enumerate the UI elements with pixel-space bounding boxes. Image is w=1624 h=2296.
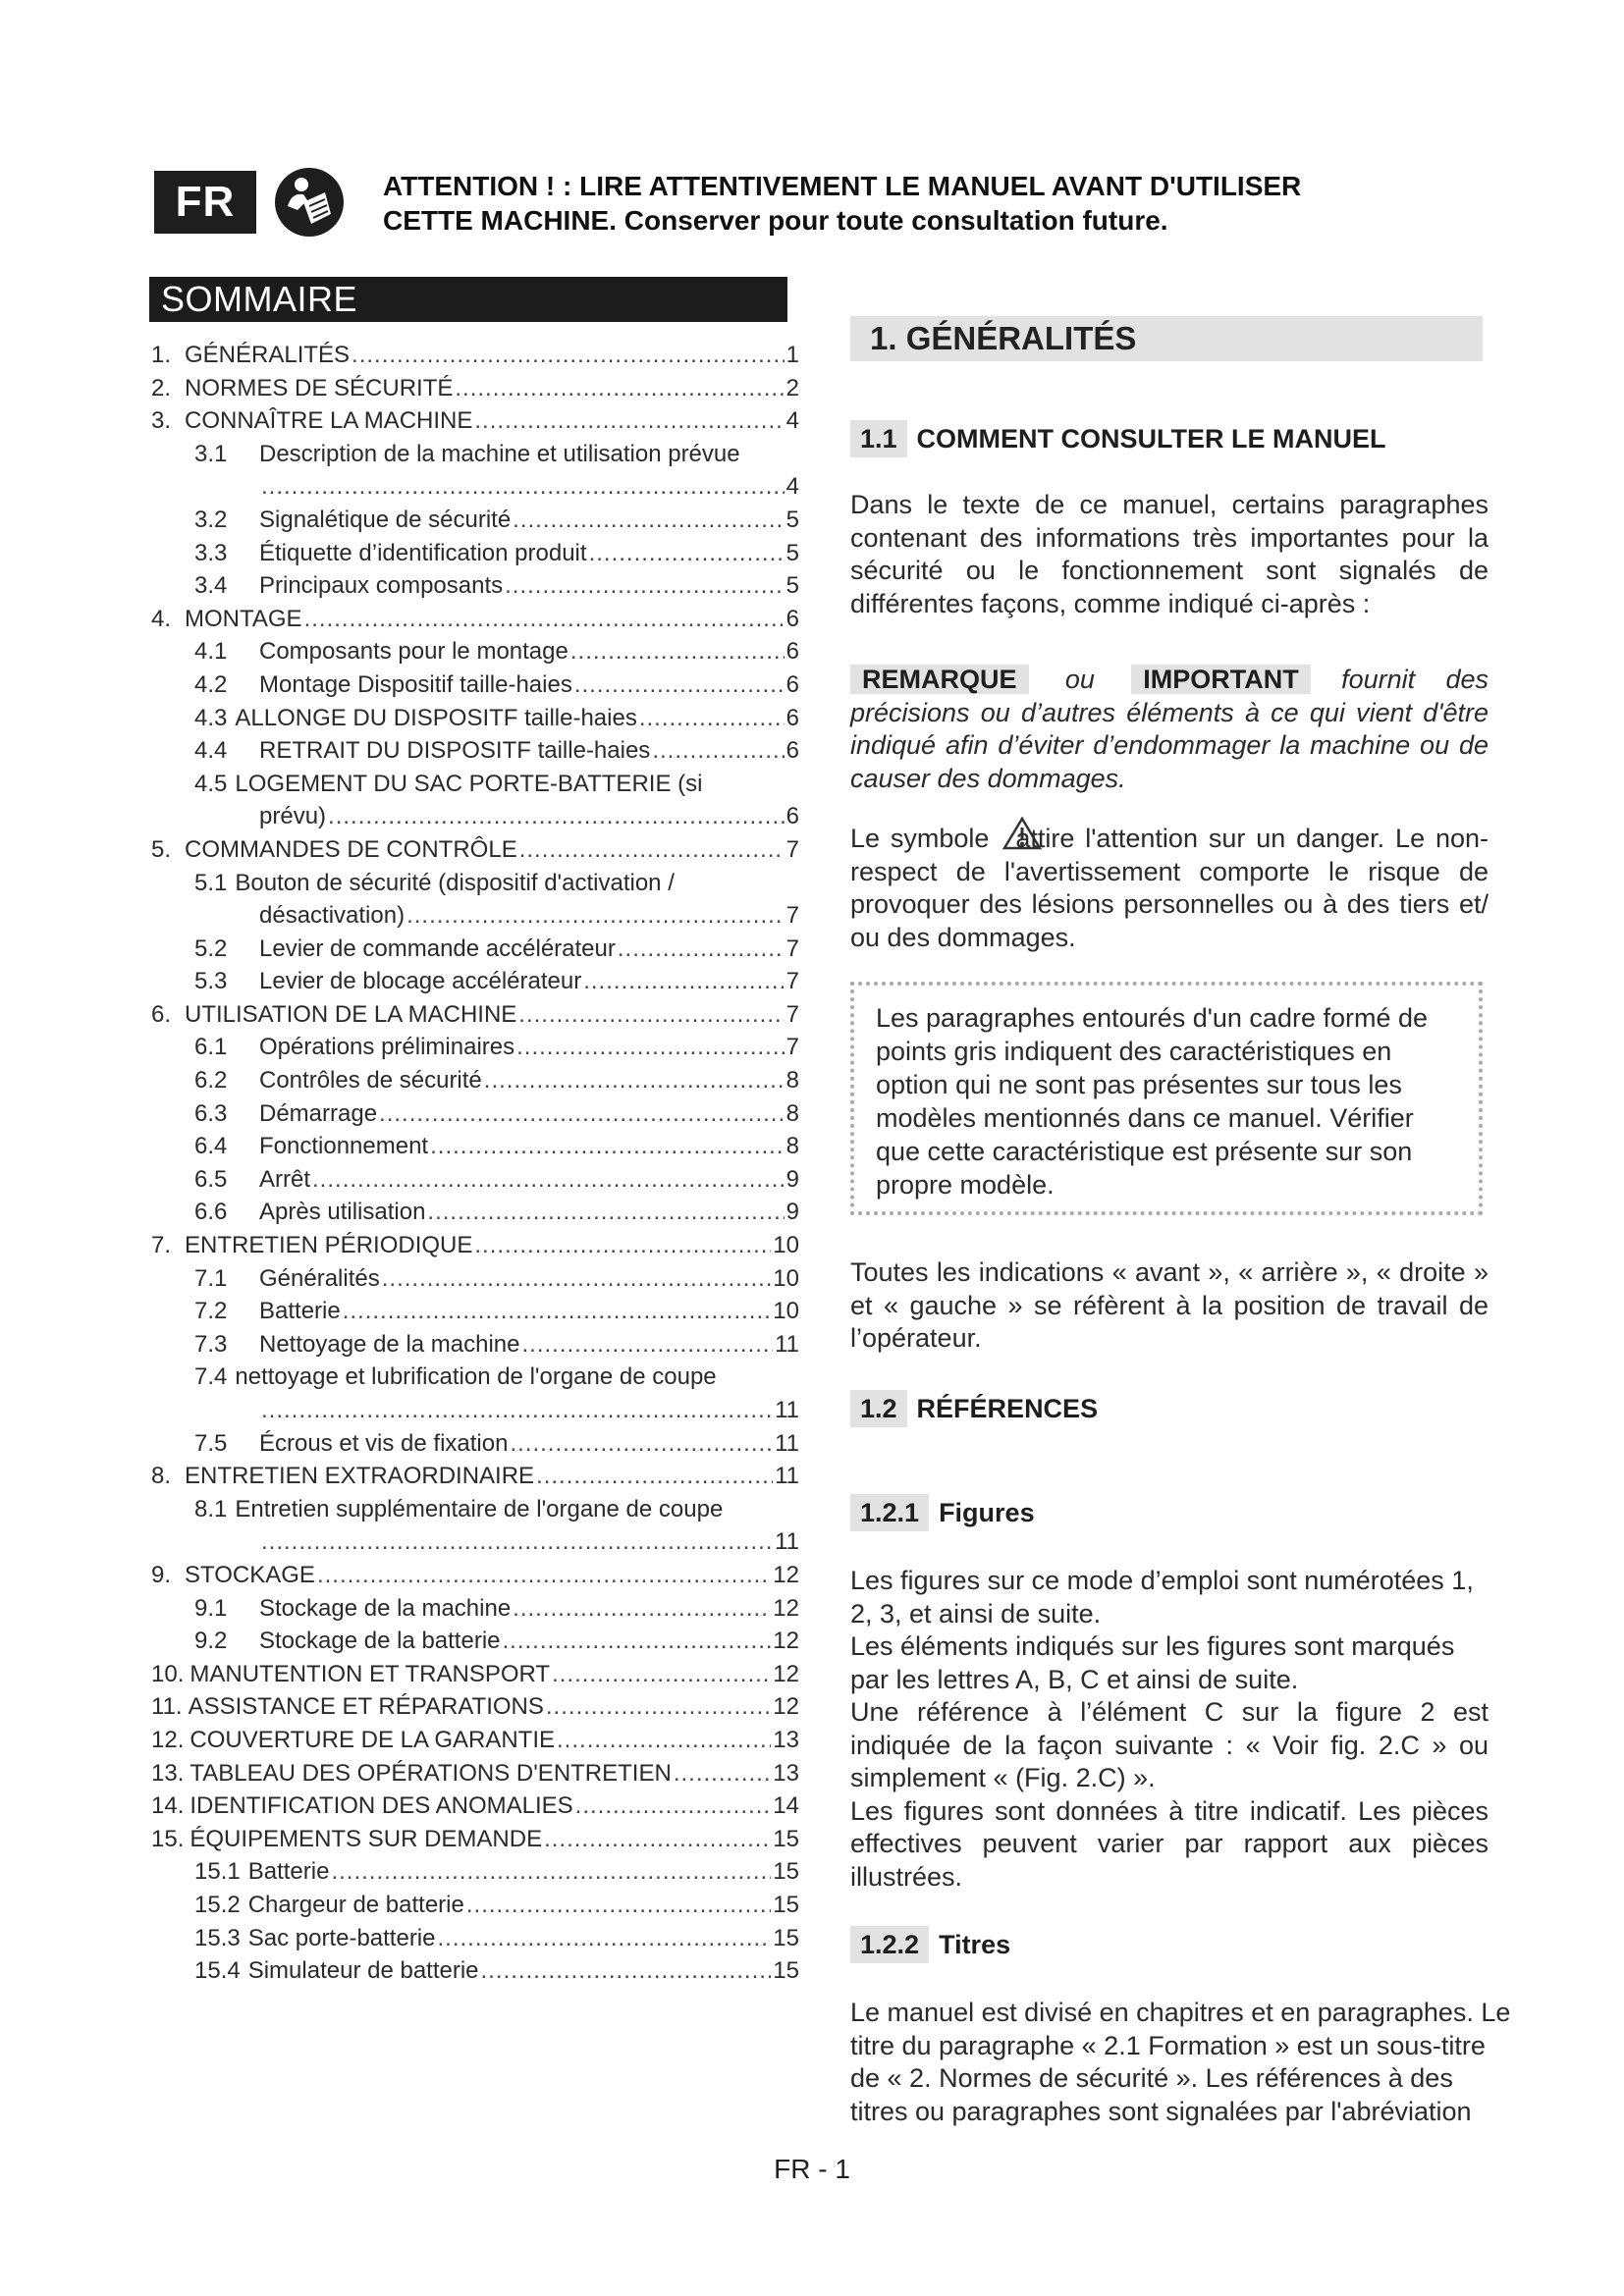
toc-entry-number: 7.4 — [194, 1363, 228, 1391]
optional-feature-box — [850, 982, 1483, 1215]
toc-entry-number: 3.3 — [194, 539, 228, 566]
toc-entry — [151, 1232, 799, 1265]
toc-entry — [151, 1925, 799, 1958]
toc-entry — [151, 1892, 799, 1925]
toc-leader-dots — [513, 1595, 771, 1623]
toc-leader-dots — [570, 638, 785, 666]
toc-entry-number: 11. — [151, 1693, 183, 1721]
toc-entry-title: IDENTIFICATION DES ANOMALIES — [189, 1792, 573, 1820]
toc-entry-number: 3.4 — [194, 572, 228, 600]
toc-entry — [151, 1100, 799, 1134]
table-of-contents — [151, 342, 799, 1991]
toc-entry-title: Après utilisation — [259, 1199, 426, 1226]
section-1-2-1-heading — [850, 1494, 1035, 1531]
toc-leader-dots — [261, 1397, 773, 1424]
toc-entry — [151, 1858, 799, 1892]
toc-entry-page: 12 — [773, 1594, 799, 1622]
toc-entry-title: Démarrage — [259, 1099, 378, 1127]
toc-entry-number: 5.1 — [194, 869, 228, 896]
toc-entry-title: UTILISATION DE LA MACHINE — [185, 1000, 517, 1028]
toc-entry — [151, 870, 799, 903]
paragraph-figures-3: Une référence à l’élément C sur la figure 2 est indiquée de la façon suivante : « Voir fig. 2.C » ou simplement « (Fig. 2.C) ». — [850, 1697, 1489, 1792]
toc-entry — [151, 803, 799, 836]
toc-leader-dots — [516, 1034, 785, 1061]
toc-entry-title: COUVERTURE DE LA GARANTIE — [189, 1726, 556, 1753]
toc-entry-page: 6 — [785, 605, 799, 632]
toc-leader-dots — [544, 1826, 771, 1853]
toc-entry-number: 14. — [151, 1792, 185, 1820]
toc-entry — [151, 1166, 799, 1200]
toc-entry-page: 4 — [785, 407, 799, 435]
paragraph-figures-2: Les éléments indiqués sur les figures sont marqués par les lettres A, B, C et ainsi de suite. — [850, 1631, 1455, 1694]
toc-entry-number: 6.6 — [194, 1199, 228, 1226]
toc-entry — [151, 540, 799, 573]
attention-notice — [383, 169, 1424, 238]
toc-entry-page: 1 — [785, 342, 799, 368]
toc-entry-title: nettoyage et lubrification de l'organe de coupe — [235, 1363, 717, 1391]
toc-leader-dots — [589, 540, 785, 567]
toc-entry-title: COMMANDES DE CONTRÔLE — [185, 835, 517, 863]
toc-leader-dots — [352, 342, 785, 369]
toc-leader-dots — [557, 1727, 771, 1754]
toc-entry-page: 8 — [785, 1133, 799, 1160]
toc-entry-number: 1. — [151, 342, 172, 368]
toc-leader-dots — [519, 836, 785, 864]
toc-entry-title: Levier de commande accélérateur — [259, 934, 616, 962]
language-badge: FR — [154, 171, 256, 234]
toc-entry — [151, 1363, 799, 1397]
toc-entry-title: Stockage de la machine — [259, 1594, 512, 1622]
toc-entry-page: 11 — [775, 1429, 799, 1457]
toc-entry-page: 7 — [785, 835, 799, 863]
toc-leader-dots — [438, 1925, 772, 1952]
toc-entry-title: CONNAÎTRE LA MACHINE — [185, 407, 473, 435]
section-1-title: 1. GÉNÉRALITÉS — [870, 320, 1137, 356]
toc-entry-title: STOCKAGE — [185, 1561, 315, 1588]
toc-entry-page: 8 — [785, 1067, 799, 1095]
toc-leader-dots — [652, 737, 784, 765]
toc-entry — [151, 606, 799, 639]
toc-leader-dots — [317, 1562, 771, 1589]
toc-entry-title: ASSISTANCE ET RÉPARATIONS — [188, 1693, 544, 1721]
toc-entry — [151, 902, 799, 935]
toc-entry — [151, 375, 799, 408]
toc-entry-number: 7.2 — [194, 1298, 228, 1325]
toc-entry — [151, 836, 799, 870]
toc-leader-dots — [474, 407, 784, 435]
toc-title: SOMMAIRE — [149, 277, 787, 322]
toc-leader-dots — [522, 1331, 774, 1359]
toc-leader-dots — [536, 1463, 773, 1490]
toc-entry — [151, 705, 799, 738]
symbol-text: Le symbole — [850, 824, 990, 853]
section-number: 1.2.2 — [850, 1926, 929, 1963]
toc-entry — [151, 737, 799, 771]
toc-entry-title: Généralités — [259, 1264, 380, 1292]
section-title: Titres — [939, 1929, 1011, 1959]
toc-entry — [151, 1199, 799, 1232]
toc-entry-title: Entretien supplémentaire de l'organe de coupe — [235, 1495, 724, 1522]
toc-entry-number: 7. — [151, 1232, 172, 1259]
toc-entry-number: 8. — [151, 1463, 172, 1490]
toc-entry-title: désactivation) — [259, 902, 406, 930]
toc-leader-dots — [552, 1661, 771, 1688]
toc-entry-page: 5 — [785, 506, 799, 533]
toc-entry-page: 11 — [775, 1528, 799, 1556]
toc-leader-dots — [466, 1892, 771, 1919]
toc-leader-dots — [583, 968, 784, 995]
toc-entry-number: 4.2 — [194, 670, 228, 698]
toc-entry-number: 6.3 — [194, 1099, 228, 1127]
toc-entry-number: 6.2 — [194, 1067, 228, 1095]
toc-entry — [151, 1760, 799, 1793]
toc-entry-title: Composants pour le montage — [259, 638, 568, 666]
paragraph-danger — [850, 817, 1489, 954]
toc-entry-title: LOGEMENT DU SAC PORTE-BATTERIE (si — [235, 770, 703, 797]
toc-entry-page: 6 — [785, 638, 799, 666]
toc-entry-number: 6.1 — [194, 1034, 228, 1061]
toc-entry-page: 10 — [773, 1232, 799, 1259]
section-number: 1.1 — [850, 420, 907, 457]
toc-entry-number: 12. — [151, 1726, 185, 1753]
toc-entry-page: 11 — [775, 1330, 799, 1358]
toc-entry-title: Fonctionnement — [259, 1133, 429, 1160]
toc-entry-title: MANUTENTION ET TRANSPORT — [189, 1660, 551, 1687]
section-1-2-2-heading — [850, 1926, 1010, 1963]
toc-leader-dots — [518, 1001, 784, 1029]
toc-entry-title: ÉQUIPEMENTS SUR DEMANDE — [189, 1825, 543, 1852]
toc-entry-page: 4 — [785, 473, 799, 501]
toc-entry-page: 15 — [773, 1924, 799, 1951]
toc-entry — [151, 1298, 799, 1331]
toc-entry-page: 13 — [773, 1759, 799, 1787]
section-number: 1.2.1 — [850, 1494, 929, 1531]
toc-entry-title: MONTAGE — [185, 605, 302, 632]
toc-leader-dots — [261, 1528, 773, 1556]
toc-entry — [151, 473, 799, 507]
toc-entry-title: Stockage de la batterie — [259, 1628, 501, 1655]
toc-entry — [151, 1265, 799, 1299]
toc-entry — [151, 1528, 799, 1562]
toc-entry-number: 9.1 — [194, 1594, 228, 1622]
toc-entry-number: 10. — [151, 1660, 185, 1687]
toc-entry-number: 15.2 — [194, 1891, 241, 1918]
toc-entry — [151, 1430, 799, 1464]
section-1-1-heading — [850, 420, 1386, 457]
toc-entry-page: 15 — [773, 1858, 799, 1886]
toc-leader-dots — [406, 902, 785, 930]
toc-leader-dots — [430, 1133, 785, 1160]
toc-leader-dots — [639, 705, 785, 732]
toc-entry-number: 2. — [151, 374, 172, 401]
toc-leader-dots — [379, 1100, 785, 1128]
paragraph-directions: Toutes les indications « avant », « arrière », « droite » et « gauche » se réfèrent à la position de travail de l’opérateur. — [850, 1257, 1489, 1353]
toc-entry-page: 15 — [773, 1891, 799, 1918]
toc-leader-dots — [513, 507, 784, 534]
toc-entry-title: ENTRETIEN EXTRAORDINAIRE — [185, 1463, 535, 1490]
toc-entry-page: 10 — [773, 1298, 799, 1325]
toc-entry-page: 13 — [773, 1726, 799, 1753]
toc-entry-number: 15. — [151, 1825, 185, 1852]
page-number: FR - 1 — [774, 2154, 850, 2184]
section-title: COMMENT CONSULTER LE MANUEL — [916, 423, 1386, 454]
toc-entry-page: 5 — [785, 539, 799, 566]
toc-leader-dots — [503, 1628, 772, 1655]
toc-entry-number: 3.2 — [194, 506, 228, 533]
toc-entry-title: RETRAIT DU DISPOSITF taille-haies — [259, 737, 651, 765]
toc-entry-number: 4.1 — [194, 638, 228, 666]
ou-text: ou — [1064, 665, 1095, 694]
toc-entry-page: 10 — [773, 1264, 799, 1292]
toc-entry-number: 15.1 — [194, 1858, 241, 1886]
toc-entry-number: 5. — [151, 835, 172, 863]
toc-entry-page: 6 — [785, 803, 799, 830]
toc-leader-dots — [574, 671, 785, 699]
toc-entry — [151, 1463, 799, 1496]
toc-entry-number: 7.3 — [194, 1330, 228, 1358]
toc-entry-page: 12 — [773, 1693, 799, 1721]
toc-entry-title: ENTRETIEN PÉRIODIQUE — [185, 1232, 473, 1259]
toc-entry-title: Levier de blocage accélérateur — [259, 968, 582, 995]
toc-entry-page: 5 — [785, 572, 799, 600]
toc-entry-page: 12 — [773, 1660, 799, 1687]
toc-entry — [151, 1792, 799, 1826]
toc-entry-title: Bouton de sécurité (dispositif d'activation / — [235, 869, 675, 896]
toc-entry-title: Étiquette d’identification produit — [259, 539, 587, 566]
toc-leader-dots — [474, 1232, 771, 1259]
toc-leader-dots — [575, 1792, 772, 1820]
toc-entry — [151, 1661, 799, 1694]
attention-line-1: ATTENTION ! : LIRE ATTENTIVEMENT LE MANUEL AVANT D'UTILISER — [383, 171, 1302, 201]
toc-entry-page: 7 — [785, 1000, 799, 1028]
toc-leader-dots — [427, 1199, 784, 1226]
toc-entry — [151, 1562, 799, 1595]
remarque-label: REMARQUE — [850, 665, 1029, 694]
toc-entry-title: Simulateur de batterie — [247, 1957, 479, 1985]
read-manual-icon — [274, 167, 345, 238]
toc-entry-page: 7 — [785, 934, 799, 962]
toc-entry — [151, 935, 799, 969]
toc-entry-number: 6.5 — [194, 1165, 228, 1193]
toc-entry — [151, 638, 799, 671]
toc-entry-title: Nettoyage de la machine — [259, 1330, 520, 1358]
toc-entry-page: 11 — [775, 1463, 799, 1490]
toc-leader-dots — [618, 935, 785, 963]
toc-entry-page: 6 — [785, 704, 799, 731]
toc-leader-dots — [505, 572, 785, 600]
toc-entry-title: Arrêt — [259, 1165, 311, 1193]
toc-entry-title: Écrous et vis de fixation — [259, 1429, 509, 1457]
toc-entry-page: 6 — [785, 670, 799, 698]
toc-entry — [151, 1034, 799, 1067]
toc-entry — [151, 771, 799, 804]
toc-entry — [151, 1957, 799, 1991]
toc-entry-number: 15.4 — [194, 1957, 241, 1985]
paragraph-figures-4: Les figures sont données à titre indicatif. Les pièces effectives peuvent varier par rapport aux pièces illustrées. — [850, 1795, 1489, 1892]
toc-entry-page: 15 — [773, 1957, 799, 1985]
section-title: Figures — [939, 1497, 1035, 1527]
toc-entry-page: 6 — [785, 737, 799, 765]
toc-entry-page: 15 — [773, 1825, 799, 1852]
toc-entry-title: Batterie — [259, 1298, 341, 1325]
toc-leader-dots — [510, 1430, 773, 1458]
paragraph-titles: Le manuel est divisé en chapitres et en paragraphes. Le titre du paragraphe « 2.1 Formation » est un sous-titre de « 2. Normes de sécurité ». Les références à des titres ou paragraphes sont signalées par l'abréviation — [850, 1998, 1511, 2126]
toc-entry-page: 2 — [785, 374, 799, 401]
toc-leader-dots — [546, 1693, 771, 1721]
paragraph-remarque — [850, 664, 1489, 795]
toc-leader-dots — [674, 1760, 771, 1788]
toc-entry — [151, 572, 799, 606]
toc-entry — [151, 507, 799, 540]
toc-leader-dots — [481, 1957, 772, 1985]
toc-leader-dots — [455, 375, 784, 402]
toc-entry-page: 12 — [773, 1628, 799, 1655]
toc-entry-number: 4.5 — [194, 770, 228, 797]
danger-text: attire l'attention sur un danger. Le non-respect de l'avertissement comporte le risque de provoquer des lésions personnelles ou à des tiers et/ ou des dommages. — [850, 824, 1489, 952]
toc-entry-page: 8 — [785, 1099, 799, 1127]
toc-leader-dots — [328, 803, 785, 830]
toc-entry-number: 8.1 — [194, 1495, 228, 1522]
toc-entry-title: Description de la machine et utilisation prévue — [259, 440, 740, 467]
toc-leader-dots — [312, 1166, 785, 1194]
section-title: RÉFÉRENCES — [916, 1393, 1099, 1423]
toc-entry-title: Contrôles de sécurité — [259, 1067, 482, 1095]
important-label: IMPORTANT — [1131, 665, 1310, 694]
toc-entry-title: Montage Dispositif taille-haies — [259, 670, 572, 698]
toc-entry-number: 5.2 — [194, 934, 228, 962]
toc-leader-dots — [261, 473, 785, 501]
toc-entry — [151, 1331, 799, 1364]
toc-entry-title: Sac porte-batterie — [247, 1924, 436, 1951]
toc-entry-number: 13. — [151, 1759, 185, 1787]
toc-entry — [151, 1001, 799, 1035]
toc-entry-page: 7 — [785, 1034, 799, 1061]
toc-entry — [151, 441, 799, 474]
toc-entry-number: 4.4 — [194, 737, 228, 765]
toc-entry — [151, 1496, 799, 1529]
toc-entry-number: 6.4 — [194, 1133, 228, 1160]
toc-entry — [151, 1397, 799, 1430]
toc-entry-title: prévu) — [259, 803, 327, 830]
toc-entry-page: 11 — [775, 1397, 799, 1423]
toc-entry-number: 5.3 — [194, 968, 228, 995]
toc-entry-page: 9 — [785, 1199, 799, 1226]
figures-paragraphs — [850, 1565, 1489, 1894]
toc-entry-title: TABLEAU DES OPÉRATIONS D'ENTRETIEN — [189, 1759, 672, 1787]
toc-entry-number: 9.2 — [194, 1628, 228, 1655]
toc-entry-number: 7.1 — [194, 1264, 228, 1292]
section-1-2-heading — [850, 1390, 1098, 1427]
toc-leader-dots — [304, 606, 785, 633]
toc-entry — [151, 968, 799, 1001]
toc-entry-number: 15.3 — [194, 1924, 241, 1951]
toc-entry-title: Signalétique de sécurité — [259, 506, 512, 533]
toc-leader-dots — [484, 1067, 785, 1095]
remarque-text: fournit des précisions ou d’autres éléments à ce qui vient d'être indiqué afin d’éviter d’endommager la machine ou de causer des dommages. — [850, 665, 1489, 793]
toc-entry — [151, 1595, 799, 1629]
toc-entry-title: Principaux composants — [259, 572, 504, 600]
toc-entry-title: Chargeur de batterie — [247, 1891, 464, 1918]
toc-entry-number: 7.5 — [194, 1429, 228, 1457]
toc-entry-number: 3.1 — [194, 440, 228, 467]
toc-entry-number: 4. — [151, 605, 172, 632]
toc-entry-number: 4.3 — [194, 704, 228, 731]
paragraph-figures-1: Les figures sur ce mode d’emploi sont numérotées 1, 2, 3, et ainsi de suite. — [850, 1566, 1474, 1629]
toc-entry — [151, 407, 799, 441]
toc-entry-number: 6. — [151, 1000, 172, 1028]
toc-leader-dots — [331, 1858, 771, 1886]
toc-entry-title: Opérations préliminaires — [259, 1034, 515, 1061]
toc-entry-page: 7 — [785, 968, 799, 995]
toc-entry — [151, 1693, 799, 1727]
toc-entry — [151, 1826, 799, 1859]
toc-leader-dots — [382, 1265, 772, 1293]
section-1-heading — [850, 316, 1483, 361]
toc-entry — [151, 671, 799, 705]
toc-entry-page: 12 — [773, 1561, 799, 1588]
optional-feature-text: Les paragraphes entourés d'un cadre formé de points gris indiquent des caractéristiques en option qui ne sont pas présentes sur tous les modèles mentionnés dans ce manuel. Vérifier que cette caractéristique est présente sur son propre modèle. — [876, 1003, 1429, 1200]
toc-entry — [151, 1133, 799, 1166]
toc-entry-number: 3. — [151, 407, 172, 435]
paragraph-intro: Dans le texte de ce manuel, certains paragraphes contenant des informations très importantes pour la sécurité ou le fonctionnement sont signalés de différentes façons, comme indiqué ci-après : — [850, 490, 1489, 618]
toc-entry — [151, 342, 799, 375]
toc-entry-title: ALLONGE DU DISPOSITF taille-haies — [235, 704, 637, 731]
toc-leader-dots — [343, 1298, 772, 1325]
toc-entry-page: 9 — [785, 1165, 799, 1193]
toc-entry-page: 14 — [773, 1792, 799, 1820]
toc-entry — [151, 1628, 799, 1661]
toc-entry-title: Batterie — [247, 1858, 330, 1886]
toc-entry-number: 9. — [151, 1561, 172, 1588]
toc-entry-page: 7 — [785, 902, 799, 930]
toc-entry — [151, 1727, 799, 1760]
attention-line-2: CETTE MACHINE. Conserver pour toute consultation future. — [383, 205, 1168, 236]
toc-entry — [151, 1067, 799, 1100]
toc-entry-title: NORMES DE SÉCURITÉ — [185, 374, 454, 401]
section-number: 1.2 — [850, 1390, 907, 1427]
toc-entry-title: GÉNÉRALITÉS — [185, 342, 351, 368]
